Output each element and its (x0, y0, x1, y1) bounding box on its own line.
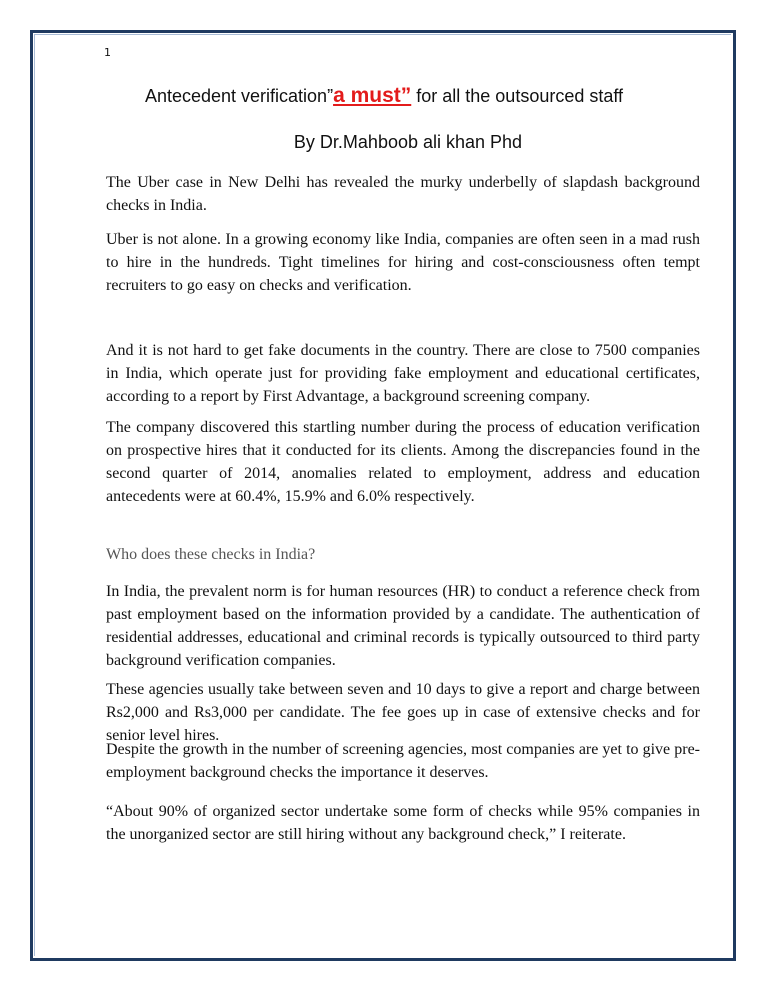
title-part1: Antecedent verification” (144, 86, 334, 106)
page-number: 1 (104, 46, 111, 59)
paragraph: The Uber case in New Delhi has revealed the murky underbelly of slapdash background checks in India. (106, 174, 700, 214)
paragraph: Uber is not alone. In a growing economy like India, companies are often seen in a mad rush to hire in the hundreds. Tight timelines for hiring and cost-consciousness often tempt recruiters to go easy on checks and verification. (106, 231, 700, 294)
section-heading: Who does these checks in India? (106, 546, 316, 563)
paragraph: Despite the growth in the number of screening agencies, most companies are yet to give pre-employment background checks the importance it deserves. (106, 741, 700, 781)
paragraph: The company discovered this startling number during the process of education verification on prospective hires that it conducted for its clients. Among the discrepancies found in the second quarter of 2014, anomalies related to employment, address and education antecedents were at 60.4%, 15.9% and 6.0% respectively. (106, 419, 700, 505)
document-title (0, 84, 768, 108)
paragraph: In India, the prevalent norm is for human resources (HR) to conduct a reference check from past employment based on the information provided by a candidate. The authentication of residential addresses, educational and criminal records is typically outsourced to third party background verification companies. (106, 583, 700, 669)
title-emphasis: a must” (333, 84, 412, 107)
paragraph: “About 90% of organized sector undertake some form of checks while 95% companies in the unorganized sector are still hiring without any background check,” I reiterate. (106, 803, 700, 843)
title-part2: for all the outsourced staff (411, 86, 624, 106)
paragraph: These agencies usually take between seven and 10 days to give a report and charge between Rs2,000 and Rs3,000 per candidate. The fee goes up in case of extensive checks and for senior level hires. (106, 681, 700, 744)
byline: By Dr.Mahboob ali khan Phd (293, 132, 523, 152)
paragraph: And it is not hard to get fake documents in the country. There are close to 7500 companies in India, which operate just for providing fake employment and educational certificates, according to a report by First Advantage, a background screening company. (106, 342, 700, 405)
